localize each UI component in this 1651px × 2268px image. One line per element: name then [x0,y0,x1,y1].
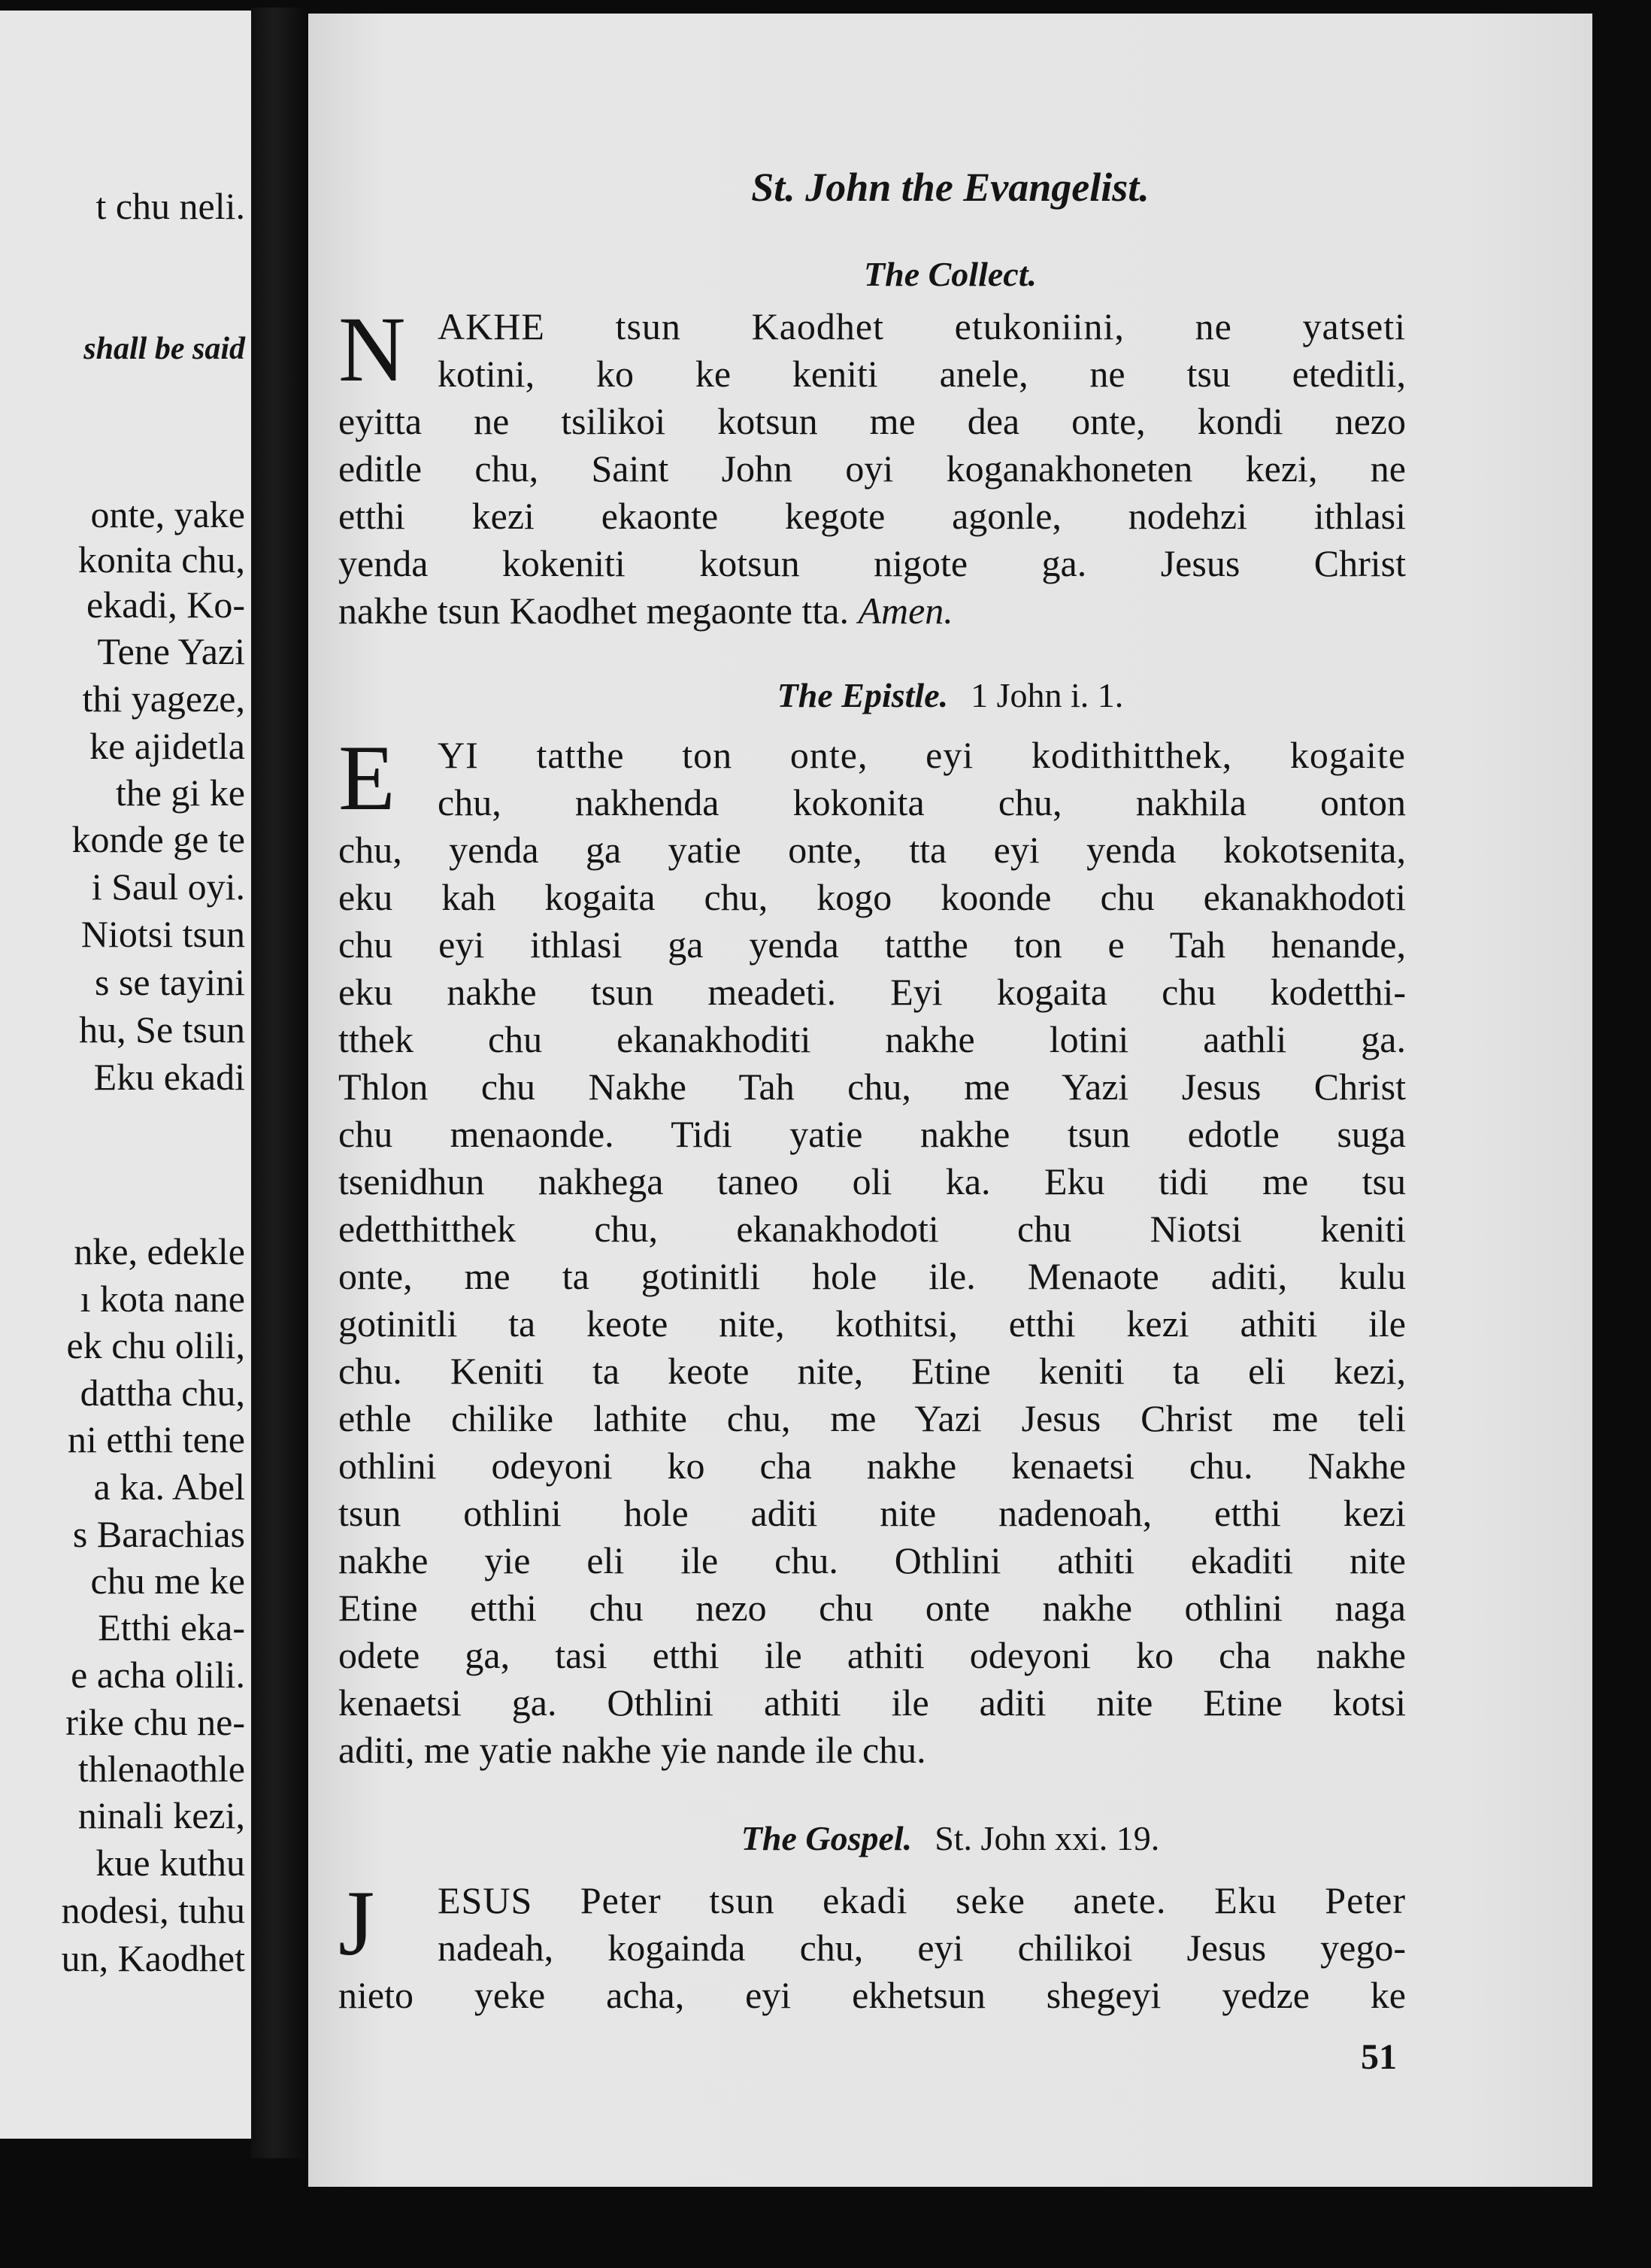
collect-heading [308,254,1592,294]
left-page-line: Tene Yazi [97,630,245,672]
left-page-line: konde ge te [71,818,245,860]
gospel-line: ESUS Peter tsun ekadi seke anete. Eku Peter [438,1879,1406,1921]
left-page-line: s se tayini [95,961,245,1003]
collect-line: editle chu, Saint John oyi koganakhoneten kezi, ne [338,447,1406,490]
epistle-line: onte, me ta gotinitli hole ile. Menaote aditi, kulu [338,1255,1406,1297]
left-page-line: ninali kezi, [77,1794,245,1836]
epistle-line: ethle chilike lathite chu, me Yazi Jesus Christ me teli [338,1397,1406,1439]
epistle-line: eku nakhe tsun meadeti. Eyi kogaita chu kodetthi- [338,971,1406,1013]
left-page-line: nodesi, tuhu [61,1889,245,1931]
collect-line-last [338,587,1406,635]
gospel-line: nadeah, kogainda chu, eyi chilikoi Jesus yego- [438,1927,1406,1969]
collect-line-text: nakhe tsun Kaodhet megaonte tta. [338,590,859,632]
epistle-line: tthek chu ekanakhoditi nakhe lotini aathli ga. [338,1018,1406,1060]
collect-line: yenda kokeniti kotsun nigote ga. Jesus Christ [338,542,1406,584]
left-page-line: the gi ke [115,772,245,814]
left-page-fragment [0,11,251,2139]
epistle-line: chu eyi ithlasi ga yenda tatthe ton e Tah henande, [338,923,1406,966]
gospel-heading [308,1818,1592,1858]
epistle-line: chu menaonde. Tidi yatie nakhe tsun edotle suga [338,1113,1406,1155]
epistle-line: tsun othlini hole aditi nite nadenoah, etthi kezi [338,1492,1406,1534]
gospel-line: nieto yeke acha, eyi ekhetsun shegeyi yedze ke [338,1974,1406,2016]
epistle-line: Thlon chu Nakhe Tah chu, me Yazi Jesus Christ [338,1066,1406,1108]
epistle-line: Etine etthi chu nezo chu onte nakhe othlini naga [338,1587,1406,1629]
collect-line: AKHE tsun Kaodhet etukoniini, ne yatseti [438,305,1406,347]
left-page-line: ekadi, Ko- [86,584,245,626]
gospel-dropcap: J [338,1872,375,1975]
epistle-body [338,726,1406,1774]
left-page-line: konita chu, [77,538,245,581]
left-page-line: t chu neli. [95,185,245,227]
epistle-line: chu, nakhenda kokonita chu, nakhila onton [438,781,1406,823]
left-page-line: Niotsi tsun [80,913,245,955]
epistle-line: odete ga, tasi etthi ile athiti odeyoni ko cha nakhe [338,1634,1406,1676]
epistle-line: kenaetsi ga. Othlini athiti ile aditi nite Etine kotsi [338,1681,1406,1724]
gospel-reference: St. John xxi. 19. [935,1819,1160,1857]
epistle-line: edetthitthek chu, ekanakhodoti chu Niotsi keniti [338,1208,1406,1250]
left-page-line: ke ajidetla [89,725,245,767]
page-number: 51 [1361,2037,1397,2077]
epistle-line: nakhe yie eli ile chu. Othlini athiti ekaditi nite [338,1539,1406,1581]
epistle-heading [308,675,1592,715]
epistle-line: aditi, me yatie nakhe yie nande ile chu. [338,1729,926,1771]
epistle-line: gotinitli ta keote nite, kothitsi, etthi kezi athiti ile [338,1302,1406,1345]
left-page-line: kue kuthu [95,1842,245,1884]
epistle-heading-text: The Epistle. [777,676,949,714]
left-page-line: shall be said [83,332,245,366]
left-page-line: Eku ekadi [93,1056,245,1098]
collect-heading-text: The Collect. [864,255,1037,293]
left-page-line: ek chu olili, [66,1324,245,1366]
left-page-line: dattha chu, [80,1372,245,1414]
left-page-line: ı kota nane [80,1278,245,1320]
right-page [308,14,1592,2187]
epistle-line: tsenidhun nakhega taneo oli ka. Eku tidi me tsu [338,1160,1406,1202]
collect-dropcap: N [338,298,406,401]
left-page-line: e acha olili. [71,1654,245,1696]
gospel-body [338,1872,1406,2019]
left-page-line: onte, yake [90,493,245,535]
epistle-line: eku kah kogaita chu, kogo koonde chu ekanakhodoti [338,876,1406,918]
collect-body [338,298,1406,635]
left-page-line: s Barachias [72,1513,245,1555]
book-spine [251,8,308,2158]
epistle-line: othlini odeyoni ko cha nakhe kenaetsi chu. Nakhe [338,1445,1406,1487]
left-page-line: i Saul oyi. [91,866,245,908]
left-page-line: chu me ke [90,1560,245,1602]
left-page-line: thi yageze, [82,678,245,720]
gospel-heading-text: The Gospel. [741,1819,913,1857]
left-page-line: a ka. Abel [93,1466,245,1508]
running-head: St. John the Evangelist. [751,165,1150,210]
collect-line: kotini, ko ke keniti anele, ne tsu eteditli, [438,353,1406,395]
left-page-line: ni etthi tene [67,1418,245,1460]
epistle-dropcap: E [338,726,395,829]
epistle-line: chu, yenda ga yatie onte, tta eyi yenda kokotsenita, [338,829,1406,871]
amen-text: Amen. [858,590,953,632]
epistle-line: chu. Keniti ta keote nite, Etine keniti ta eli kezi, [338,1350,1406,1392]
left-page-line: nke, edekle [74,1230,245,1272]
collect-line: eyitta ne tsilikoi kotsun me dea onte, kondi nezo [338,400,1406,442]
epistle-line: YI tatthe ton onte, eyi kodithitthek, kogaite [438,734,1406,776]
collect-line: etthi kezi ekaonte kegote agonle, nodehzi ithlasi [338,495,1406,537]
epistle-reference: 1 John i. 1. [971,676,1124,714]
left-page-line: un, Kaodhet [61,1937,245,1979]
left-page-line: rike chu ne- [65,1701,245,1743]
left-page-line: thlenaothle [77,1748,245,1790]
left-page-line: hu, Se tsun [79,1008,245,1051]
left-page-line: Etthi eka- [98,1606,245,1648]
